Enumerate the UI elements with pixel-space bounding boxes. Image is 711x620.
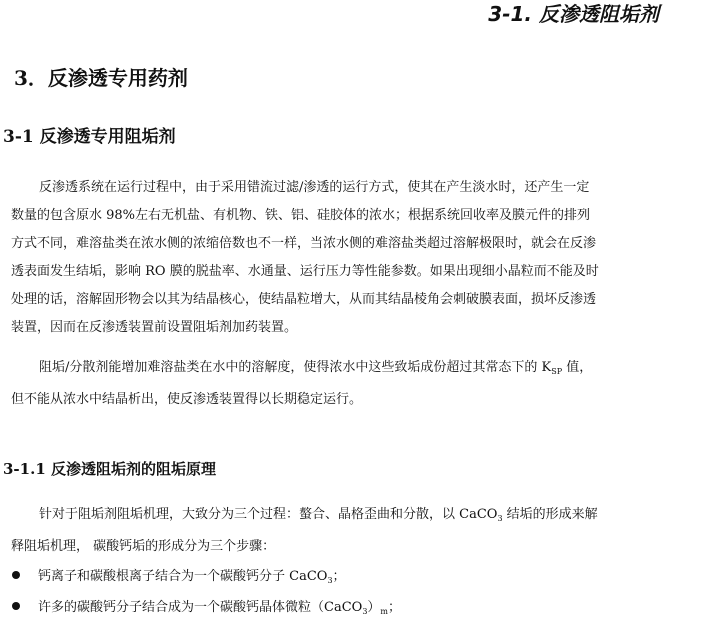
bullet-item: [12, 565, 346, 585]
text-fragment: ）: [367, 600, 381, 615]
text-fragment: 针对于阻垢剂阻垢机理，大致分为三个过程：螯合、晶格歪曲和分散，以 CaCO: [39, 507, 498, 522]
subscript: 3: [497, 514, 503, 523]
paragraph-line: 处理的话，溶解固形物会以其为结晶核心，使结晶粒增大，从而其结晶棱角会刺破膜表面，损坏反渗透: [11, 292, 597, 307]
paragraph-line: [11, 501, 641, 533]
paragraph-line: 数量的包含原水 98%左右无机盐、有机物、铁、铝、硅胶体的浓水；根据系统回收率及膜元件的排列: [11, 208, 591, 223]
text-fragment: 值，: [562, 360, 593, 375]
text-fragment: 钙离子和碳酸根离子结合为一个碳酸钙分子 CaCO: [38, 569, 328, 584]
paragraph-line: 释阻垢机理， 碳酸钙垢的形成分为三个步骤：: [11, 539, 276, 554]
subsection-heading: 3-1 反渗透专用阻垢剂: [3, 127, 176, 147]
paragraph-ro-system: [11, 174, 641, 342]
section-heading: 3．反渗透专用药剂: [14, 66, 188, 90]
subsubsection-heading: 3-1.1 反渗透阻垢剂的阻垢原理: [3, 460, 216, 478]
text-fragment: 结垢的形成来解: [502, 507, 598, 522]
bullet-dot-icon: [12, 571, 20, 579]
text-fragment: 许多的碳酸钙分子结合成为一个碳酸钙晶体微粒（CaCO: [38, 600, 363, 615]
paragraph-line: 但不能从浓水中结晶析出，使反渗透装置得以长期稳定运行。: [11, 392, 363, 407]
subscript: 3: [327, 576, 333, 585]
paragraph-line: 反渗透系统在运行过程中，由于采用错流过滤/渗透的运行方式，使其在产生淡水时，还产生一定: [39, 180, 590, 195]
text-fragment: 阻垢/分散剂能增加难溶盐类在水中的溶解度，使得浓水中这些致垢成份超过其常态下的 K: [39, 360, 552, 375]
paragraph-scale-inhibitor: [11, 354, 641, 414]
subscript: m: [380, 607, 389, 616]
subscript: 3: [362, 607, 368, 616]
subscript: SP: [551, 367, 563, 376]
paragraph-line: [11, 354, 641, 386]
paragraph-mechanism: [11, 501, 641, 561]
bullet-dot-icon: [12, 602, 20, 610]
text-fragment: ；: [388, 600, 402, 615]
text-fragment: ；: [332, 569, 346, 584]
paragraph-line: 装置，因而在反渗透装置前设置阻垢剂加药装置。: [11, 320, 298, 335]
bullet-item: [12, 596, 401, 616]
paragraph-line: 透表面发生结垢，影响 RO 膜的脱盐率、水通量、运行压力等性能参数。如果出现细小晶粒而不能及时: [11, 264, 599, 279]
paragraph-line: 方式不同，难溶盐类在浓水侧的浓缩倍数也不一样，当浓水侧的难溶盐类超过溶解极限时，就会在反渗: [11, 236, 597, 251]
running-header: 3-1. 反渗透阻垢剂: [488, 2, 659, 26]
